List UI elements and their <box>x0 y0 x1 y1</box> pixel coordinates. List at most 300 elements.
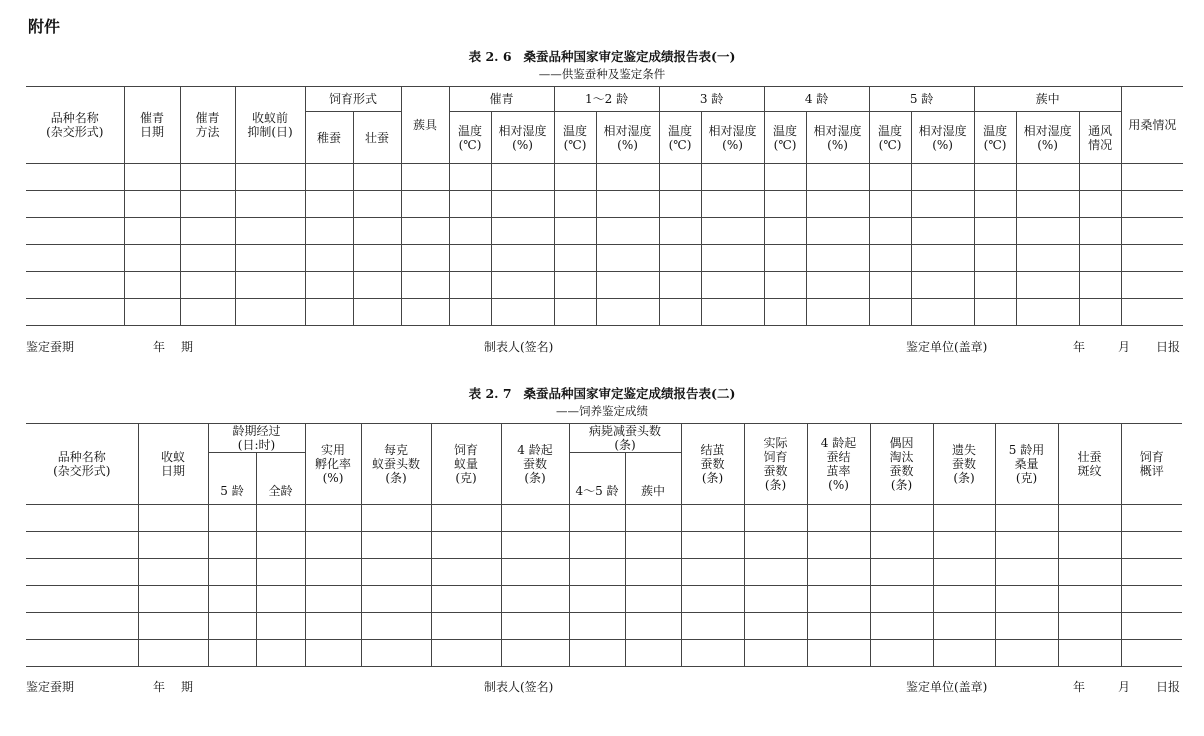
table-cell[interactable] <box>596 218 659 245</box>
t1-footer-year: 年 <box>153 340 166 354</box>
table-cell[interactable] <box>659 245 701 272</box>
table-cell[interactable] <box>180 272 235 299</box>
table-cell[interactable] <box>305 532 361 559</box>
t1-h-temp: 温度 (℃) <box>983 123 1008 152</box>
table-cell[interactable] <box>305 218 353 245</box>
table-cell[interactable] <box>869 245 911 272</box>
table-cell[interactable] <box>554 299 596 326</box>
table-cell[interactable] <box>1058 613 1121 640</box>
table-cell[interactable] <box>501 532 569 559</box>
table-cell[interactable] <box>701 218 764 245</box>
t2-h-instar-5: 5 龄 <box>220 484 244 498</box>
t1-h-mounting: 蔟中 <box>1035 92 1060 106</box>
table-cell[interactable] <box>305 191 353 218</box>
table-cell[interactable] <box>806 272 869 299</box>
table-cell[interactable] <box>744 505 807 532</box>
table-cell[interactable] <box>256 532 305 559</box>
table-cell[interactable] <box>974 191 1016 218</box>
t2-h-mounting: 蔟中 <box>641 484 666 498</box>
table-cell[interactable] <box>807 640 870 667</box>
table-cell[interactable] <box>124 272 180 299</box>
t2-h-ant-weight: 饲育 蚁量 (克) <box>454 443 479 485</box>
t1-footer-term: 期 <box>181 340 194 354</box>
table-cell[interactable] <box>681 532 744 559</box>
table-cell[interactable] <box>974 272 1016 299</box>
table-cell[interactable] <box>124 299 180 326</box>
table-cell[interactable] <box>1121 164 1183 191</box>
table-cell[interactable] <box>933 586 995 613</box>
t2-h-mulberry-5th: 5 龄用 桑量 (克) <box>1008 443 1045 485</box>
t2-h-instar-duration: 龄期经过 (日:时) <box>232 424 281 452</box>
table-cell[interactable] <box>554 245 596 272</box>
table-cell[interactable] <box>361 505 431 532</box>
table-cell[interactable] <box>235 164 305 191</box>
t1-h-rearing-form: 饲育形式 <box>329 92 378 106</box>
table-cell[interactable] <box>995 532 1058 559</box>
table-cell[interactable] <box>681 640 744 667</box>
table-cell[interactable] <box>353 218 401 245</box>
table-cell[interactable] <box>305 272 353 299</box>
table-cell[interactable] <box>1121 272 1183 299</box>
table-cell[interactable] <box>361 640 431 667</box>
table-cell[interactable] <box>625 640 681 667</box>
table-cell[interactable] <box>1121 532 1182 559</box>
table-cell[interactable] <box>361 613 431 640</box>
table-cell[interactable] <box>807 559 870 586</box>
table-cell[interactable] <box>208 586 256 613</box>
t1-footer-date-day: 日报 <box>1156 340 1181 354</box>
table-cell[interactable] <box>995 640 1058 667</box>
table-cell[interactable] <box>933 640 995 667</box>
table-cell[interactable] <box>431 613 501 640</box>
table-cell[interactable] <box>208 613 256 640</box>
t2-h-disease-loss: 病毙减蚕头数 (条) <box>589 424 662 452</box>
table1-caption <box>0 47 1204 65</box>
table-cell[interactable] <box>569 586 625 613</box>
table-cell[interactable] <box>681 505 744 532</box>
table-cell[interactable] <box>569 640 625 667</box>
table-cell[interactable] <box>995 559 1058 586</box>
table-cell[interactable] <box>26 559 138 586</box>
table-row <box>26 505 1182 532</box>
table-cell[interactable] <box>933 559 995 586</box>
table-cell[interactable] <box>995 586 1058 613</box>
table1-footer <box>26 338 1182 356</box>
table-cell[interactable] <box>554 272 596 299</box>
table-cell[interactable] <box>431 640 501 667</box>
table-cell[interactable] <box>256 613 305 640</box>
table-cell[interactable] <box>1058 559 1121 586</box>
table-cell[interactable] <box>659 191 701 218</box>
table-cell[interactable] <box>933 532 995 559</box>
table-cell[interactable] <box>1079 299 1121 326</box>
table-cell[interactable] <box>1016 272 1079 299</box>
table-cell[interactable] <box>491 191 554 218</box>
table-cell[interactable] <box>596 245 659 272</box>
table-cell[interactable] <box>401 164 449 191</box>
t1-h-temp: 温度 (℃) <box>668 123 693 152</box>
table-cell[interactable] <box>180 299 235 326</box>
t2-h-count-4th: 4 龄起 蚕数 (条) <box>517 443 553 485</box>
table-cell[interactable] <box>491 245 554 272</box>
table1-header-row-1 <box>26 87 1183 112</box>
table-cell[interactable] <box>1016 164 1079 191</box>
table-cell[interactable] <box>208 640 256 667</box>
table2-subtitle: ——饲养鉴定成绩 <box>556 404 648 418</box>
table-cell[interactable] <box>764 299 806 326</box>
table-cell[interactable] <box>26 164 124 191</box>
table-row <box>26 586 1182 613</box>
t1-h-incubation-date: 催青 日期 <box>139 111 164 139</box>
table-cell[interactable] <box>361 532 431 559</box>
table-cell[interactable] <box>353 245 401 272</box>
table-row <box>26 218 1183 245</box>
t2-h-markings: 壮蚕 斑纹 <box>1077 450 1102 478</box>
table-cell[interactable] <box>26 640 138 667</box>
table-cell[interactable] <box>401 272 449 299</box>
table-cell[interactable] <box>353 272 401 299</box>
table-cell[interactable] <box>256 586 305 613</box>
table-cell[interactable] <box>625 532 681 559</box>
t2-footer-unit: 鉴定单位(盖章) <box>906 680 988 694</box>
table-cell[interactable] <box>449 272 491 299</box>
table-cell[interactable] <box>26 613 138 640</box>
table-cell[interactable] <box>869 299 911 326</box>
table-cell[interactable] <box>1121 299 1183 326</box>
table-cell[interactable] <box>180 245 235 272</box>
table-cell[interactable] <box>1121 218 1183 245</box>
table-cell[interactable] <box>353 191 401 218</box>
table-cell[interactable] <box>235 272 305 299</box>
t2-footer-term: 期 <box>181 680 194 694</box>
t2-h-actual-reared: 实际 饲育 蚕数 (条) <box>763 436 788 492</box>
table-cell[interactable] <box>701 299 764 326</box>
table-cell[interactable] <box>501 559 569 586</box>
table-cell[interactable] <box>596 191 659 218</box>
table-cell[interactable] <box>764 164 806 191</box>
t2-h-hatch-date: 收蚁 日期 <box>160 450 185 478</box>
table-cell[interactable] <box>625 613 681 640</box>
table-cell[interactable] <box>305 559 361 586</box>
table-cell[interactable] <box>869 218 911 245</box>
table-cell[interactable] <box>305 613 361 640</box>
table-cell[interactable] <box>449 164 491 191</box>
table-row <box>26 164 1183 191</box>
table-cell[interactable] <box>491 164 554 191</box>
table-cell[interactable] <box>26 245 124 272</box>
table-cell[interactable] <box>180 164 235 191</box>
table-cell[interactable] <box>1079 191 1121 218</box>
table-cell[interactable] <box>807 505 870 532</box>
table-cell[interactable] <box>554 164 596 191</box>
table-cell[interactable] <box>235 245 305 272</box>
t2-h-lost: 遗失 蚕数 (条) <box>952 443 977 485</box>
table-row <box>26 559 1182 586</box>
table-cell[interactable] <box>235 191 305 218</box>
table-cell[interactable] <box>124 164 180 191</box>
table2-title: 桑蚕品种国家审定鉴定成绩报告表(二) <box>523 386 736 401</box>
table-row <box>26 640 1182 667</box>
table-cell[interactable] <box>449 218 491 245</box>
table-cell[interactable] <box>974 245 1016 272</box>
table2 <box>26 423 1182 667</box>
table-cell[interactable] <box>305 299 353 326</box>
table-cell[interactable] <box>1121 586 1182 613</box>
table-cell[interactable] <box>305 505 361 532</box>
table-cell[interactable] <box>1121 505 1182 532</box>
table-cell[interactable] <box>933 505 995 532</box>
table-cell[interactable] <box>911 191 974 218</box>
table-cell[interactable] <box>1016 299 1079 326</box>
table-cell[interactable] <box>911 299 974 326</box>
t1-h-temp: 温度 (℃) <box>563 123 588 152</box>
table2-header-row-1 <box>26 424 1182 453</box>
table-cell[interactable] <box>659 164 701 191</box>
table-cell[interactable] <box>431 532 501 559</box>
table-cell[interactable] <box>974 218 1016 245</box>
t2-h-cocoon-count: 结茧 蚕数 (条) <box>700 443 725 485</box>
table-cell[interactable] <box>305 245 353 272</box>
table-cell[interactable] <box>1121 191 1183 218</box>
table-cell[interactable] <box>26 299 124 326</box>
table-cell[interactable] <box>569 559 625 586</box>
table-cell[interactable] <box>701 245 764 272</box>
table1-title: 桑蚕品种国家审定鉴定成绩报告表(一) <box>523 49 736 64</box>
t1-footer-date-month: 月 <box>1118 340 1131 354</box>
table-cell[interactable] <box>449 191 491 218</box>
table-cell[interactable] <box>1058 586 1121 613</box>
table-cell[interactable] <box>1016 245 1079 272</box>
table-cell[interactable] <box>744 613 807 640</box>
table-cell[interactable] <box>995 613 1058 640</box>
table-cell[interactable] <box>1079 272 1121 299</box>
table-cell[interactable] <box>26 191 124 218</box>
table-cell[interactable] <box>305 640 361 667</box>
t2-footer-period: 鉴定蚕期 <box>26 680 75 694</box>
table-cell[interactable] <box>235 299 305 326</box>
table-row <box>26 272 1183 299</box>
table-cell[interactable] <box>974 299 1016 326</box>
table-cell[interactable] <box>235 218 305 245</box>
table-cell[interactable] <box>911 245 974 272</box>
table-cell[interactable] <box>806 191 869 218</box>
t1-h-strong: 壮蚕 <box>365 130 390 145</box>
table-cell[interactable] <box>208 532 256 559</box>
table-cell[interactable] <box>911 164 974 191</box>
table-cell[interactable] <box>911 218 974 245</box>
table-cell[interactable] <box>554 191 596 218</box>
table-cell[interactable] <box>869 191 911 218</box>
t1-footer-period: 鉴定蚕期 <box>26 340 75 354</box>
table-cell[interactable] <box>26 532 138 559</box>
table1-subtitle: ——供鉴蚕种及鉴定条件 <box>538 67 666 81</box>
table-cell[interactable] <box>138 586 208 613</box>
table-cell[interactable] <box>995 505 1058 532</box>
table-cell[interactable] <box>764 272 806 299</box>
table-cell[interactable] <box>1058 640 1121 667</box>
table-cell[interactable] <box>744 559 807 586</box>
table-cell[interactable] <box>569 532 625 559</box>
t1-h-incubation: 催青 <box>489 92 514 106</box>
table-cell[interactable] <box>870 613 933 640</box>
table-cell[interactable] <box>625 586 681 613</box>
table-cell[interactable] <box>431 559 501 586</box>
table-cell[interactable] <box>361 586 431 613</box>
table-cell[interactable] <box>659 299 701 326</box>
table-cell[interactable] <box>744 586 807 613</box>
table-cell[interactable] <box>807 532 870 559</box>
table-cell[interactable] <box>596 272 659 299</box>
t1-h-young: 稚蚕 <box>316 130 341 145</box>
t2-h-larvae-per-gram: 每克 蚁蚕头数 (条) <box>372 443 421 485</box>
table-cell[interactable] <box>869 164 911 191</box>
annex-heading: 附件 <box>28 17 61 36</box>
table-cell[interactable] <box>569 613 625 640</box>
table-cell[interactable] <box>764 245 806 272</box>
table-cell[interactable] <box>1058 532 1121 559</box>
table2-number: 表 2. 7 <box>468 386 512 401</box>
table-cell[interactable] <box>681 586 744 613</box>
t1-h-temp: 温度 (℃) <box>458 123 483 152</box>
table-cell[interactable] <box>911 272 974 299</box>
table-cell[interactable] <box>681 613 744 640</box>
table-cell[interactable] <box>361 559 431 586</box>
table-cell[interactable] <box>625 559 681 586</box>
table-cell[interactable] <box>807 613 870 640</box>
table-cell[interactable] <box>138 505 208 532</box>
table-cell[interactable] <box>701 272 764 299</box>
table-cell[interactable] <box>501 613 569 640</box>
table-cell[interactable] <box>401 218 449 245</box>
t1-h-variety: 品种名称 (杂交形式) <box>46 111 104 139</box>
t1-footer-date-year: 年 <box>1073 340 1086 354</box>
table-cell[interactable] <box>701 164 764 191</box>
table-cell[interactable] <box>596 299 659 326</box>
table-cell[interactable] <box>256 505 305 532</box>
table1-number: 表 2. 6 <box>468 49 512 64</box>
table-cell[interactable] <box>208 505 256 532</box>
table-cell[interactable] <box>305 586 361 613</box>
table-cell[interactable] <box>1121 245 1183 272</box>
table-cell[interactable] <box>1121 613 1182 640</box>
table-cell[interactable] <box>1016 191 1079 218</box>
table-cell[interactable] <box>933 613 995 640</box>
table-cell[interactable] <box>1079 164 1121 191</box>
table-cell[interactable] <box>869 272 911 299</box>
table-cell[interactable] <box>659 218 701 245</box>
table-cell[interactable] <box>26 586 138 613</box>
table-cell[interactable] <box>764 191 806 218</box>
t1-footer-unit: 鉴定单位(盖章) <box>906 340 988 354</box>
table-cell[interactable] <box>138 613 208 640</box>
t2-h-hatch-rate: 实用 孵化率 (%) <box>315 443 352 485</box>
table-cell[interactable] <box>681 559 744 586</box>
table-cell[interactable] <box>870 586 933 613</box>
t1-h-humidity: 相对湿度 (%) <box>708 123 757 152</box>
table-cell[interactable] <box>138 559 208 586</box>
table-cell[interactable] <box>870 640 933 667</box>
table-cell[interactable] <box>870 505 933 532</box>
table-cell[interactable] <box>431 586 501 613</box>
table-cell[interactable] <box>256 559 305 586</box>
table-cell[interactable] <box>501 586 569 613</box>
table-cell[interactable] <box>401 245 449 272</box>
table-cell[interactable] <box>744 640 807 667</box>
t2-h-evaluation: 饲育 概评 <box>1139 450 1164 478</box>
table-cell[interactable] <box>353 299 401 326</box>
table-cell[interactable] <box>501 505 569 532</box>
t2-h-variety: 品种名称 (杂交形式) <box>53 450 111 478</box>
t1-h-humidity: 相对湿度 (%) <box>918 123 967 152</box>
table-cell[interactable] <box>1016 218 1079 245</box>
t2-h-cocoon-rate: 4 龄起 蚕结 茧率 (%) <box>820 436 857 492</box>
t2-h-culled: 偶因 淘汰 蚕数 (条) <box>889 436 914 492</box>
table2-body <box>26 505 1182 667</box>
table-cell[interactable] <box>26 272 124 299</box>
table-cell[interactable] <box>138 532 208 559</box>
table2-footer <box>26 678 1182 696</box>
table-cell[interactable] <box>569 505 625 532</box>
table-cell[interactable] <box>807 586 870 613</box>
table-cell[interactable] <box>974 164 1016 191</box>
table-cell[interactable] <box>870 559 933 586</box>
table-cell[interactable] <box>1079 218 1121 245</box>
table-cell[interactable] <box>353 164 401 191</box>
table-cell[interactable] <box>1121 559 1182 586</box>
table-cell[interactable] <box>449 245 491 272</box>
table-cell[interactable] <box>305 164 353 191</box>
table-cell[interactable] <box>401 191 449 218</box>
table-cell[interactable] <box>501 640 569 667</box>
table-cell[interactable] <box>870 532 933 559</box>
table-cell[interactable] <box>26 218 124 245</box>
table-cell[interactable] <box>806 299 869 326</box>
table-cell[interactable] <box>124 191 180 218</box>
table-cell[interactable] <box>124 218 180 245</box>
table-cell[interactable] <box>431 505 501 532</box>
table-cell[interactable] <box>1079 245 1121 272</box>
t1-h-instar-3: 3 龄 <box>699 92 724 106</box>
table-cell[interactable] <box>124 245 180 272</box>
table-cell[interactable] <box>625 505 681 532</box>
table-cell[interactable] <box>180 218 235 245</box>
table-cell[interactable] <box>256 640 305 667</box>
table-cell[interactable] <box>26 505 138 532</box>
t1-h-temp: 温度 (℃) <box>773 123 798 152</box>
t1-h-humidity: 相对湿度 (%) <box>1023 123 1072 152</box>
table-cell[interactable] <box>138 640 208 667</box>
table-cell[interactable] <box>554 218 596 245</box>
t1-h-pre-hatch: 收蚁前 抑制(日) <box>247 111 293 139</box>
table-cell[interactable] <box>491 272 554 299</box>
table-cell[interactable] <box>659 272 701 299</box>
table-cell[interactable] <box>596 164 659 191</box>
table-cell[interactable] <box>208 559 256 586</box>
table-cell[interactable] <box>491 299 554 326</box>
table-cell[interactable] <box>180 191 235 218</box>
table-cell[interactable] <box>701 191 764 218</box>
table-cell[interactable] <box>806 245 869 272</box>
table-cell[interactable] <box>1121 640 1182 667</box>
table-cell[interactable] <box>806 218 869 245</box>
table-cell[interactable] <box>764 218 806 245</box>
table-cell[interactable] <box>1058 505 1121 532</box>
table-cell[interactable] <box>401 299 449 326</box>
table-cell[interactable] <box>449 299 491 326</box>
table-cell[interactable] <box>744 532 807 559</box>
table-cell[interactable] <box>491 218 554 245</box>
table-cell[interactable] <box>806 164 869 191</box>
